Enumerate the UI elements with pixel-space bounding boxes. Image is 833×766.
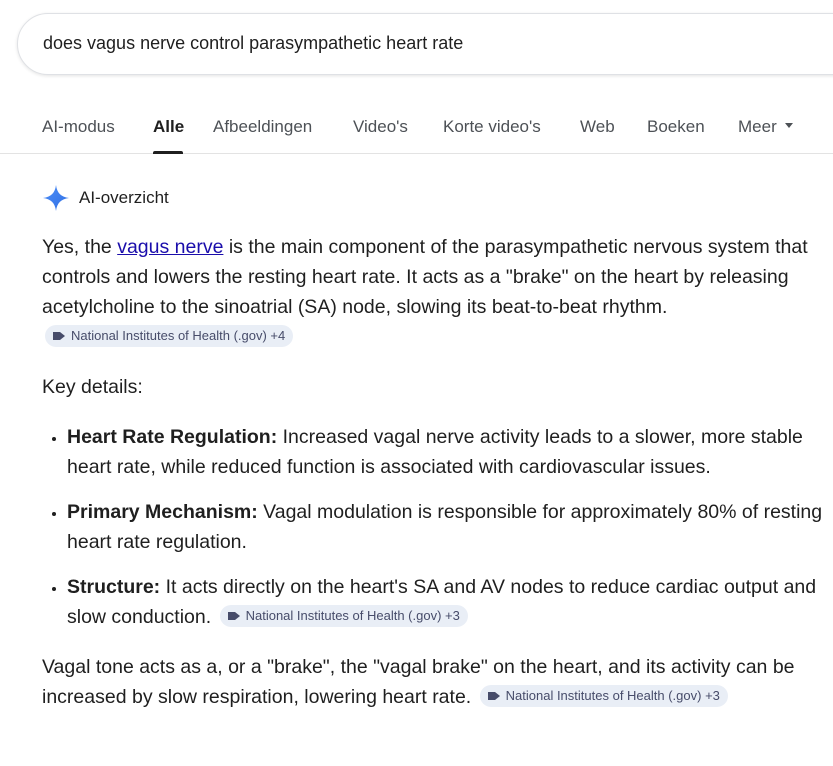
list-item — [67, 497, 832, 557]
source-chip-label: National Institutes of Health (.gov) +3 — [505, 688, 720, 703]
vagus-nerve-link[interactable]: vagus nerve — [117, 236, 224, 258]
source-chip[interactable] — [45, 325, 293, 347]
source-link-icon — [227, 611, 241, 621]
caret-down-icon — [785, 123, 793, 128]
bullet-term: Primary Mechanism: — [67, 501, 258, 523]
bullet-text: Vagal modulation is responsible for approximately 80% of resting heart rate regulation. — [67, 501, 823, 553]
ai-overview-title: AI-overzicht — [79, 188, 169, 207]
intro-paragraph — [42, 232, 832, 352]
active-tab-indicator — [153, 151, 183, 154]
list-item — [67, 422, 832, 482]
search-input[interactable] — [43, 33, 823, 54]
tab-web[interactable]: Web — [580, 117, 615, 136]
tab-books[interactable]: Boeken — [647, 117, 705, 136]
tab-short-videos[interactable]: Korte video's — [443, 117, 541, 136]
tab-images[interactable]: Afbeeldingen — [213, 117, 313, 136]
source-link-icon — [52, 331, 66, 341]
search-tabs — [0, 105, 833, 154]
key-details-label: Key details: — [42, 376, 143, 398]
bullet-term: Structure: — [67, 576, 161, 598]
search-box[interactable] — [17, 13, 833, 75]
tab-ai-mode[interactable]: AI-modus — [42, 117, 115, 136]
source-chip-label: National Institutes of Health (.gov) +4 — [71, 328, 286, 343]
closing-paragraph — [42, 652, 832, 712]
source-link-icon — [487, 691, 501, 701]
closing-text: Vagal tone acts as a, or a "brake", the "vagal brake" on the heart, and its activity can be increased by slow respiration, lowering heart rate. — [42, 656, 795, 708]
source-chip[interactable] — [480, 685, 728, 707]
source-chip[interactable] — [220, 605, 468, 627]
tab-videos[interactable]: Video's — [353, 117, 408, 136]
bullet-term: Heart Rate Regulation: — [67, 426, 278, 448]
tab-more[interactable] — [738, 117, 793, 137]
ai-spark-icon — [42, 184, 70, 212]
intro-text-after: is the main component of the parasympathetic nervous system that controls and lowers the resting heart rate. It acts as a "brake" on the heart by releasing acetylcholine to the sinoatrial (SA) node, slowing its beat-to-beat rhythm. — [42, 236, 808, 318]
bullet-text: It acts directly on the heart's SA and AV nodes to reduce cardiac output and slow conduction. — [67, 576, 817, 628]
key-details-list — [42, 422, 832, 632]
intro-text-before: Yes, the — [42, 236, 118, 258]
list-item — [67, 572, 832, 632]
bullet-text: Increased vagal nerve activity leads to a slower, more stable heart rate, while reduced function is associated with cardiovascular issues. — [67, 426, 803, 478]
source-chip-label: National Institutes of Health (.gov) +3 — [245, 608, 460, 623]
tab-more-label: Meer — [738, 117, 777, 136]
tab-all[interactable]: Alle — [153, 117, 185, 136]
ai-overview-content — [42, 232, 832, 712]
